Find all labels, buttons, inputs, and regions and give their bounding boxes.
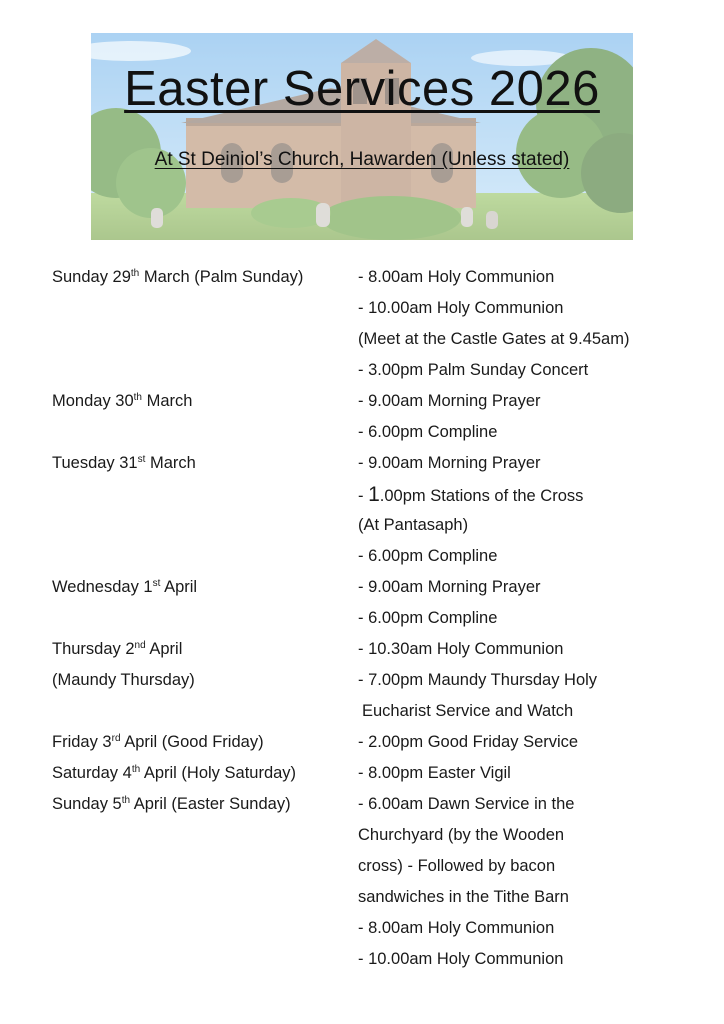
service-text: - 2.00pm Good Friday Service bbox=[358, 733, 579, 751]
service-text: - 8.00am Holy Communion bbox=[358, 268, 555, 286]
service-text: (At Pantasaph) bbox=[358, 516, 469, 534]
schedule-row bbox=[0, 851, 724, 882]
schedule-row bbox=[0, 634, 724, 665]
service-text: - 6.00pm Compline bbox=[358, 609, 498, 627]
schedule-row bbox=[0, 944, 724, 975]
day-label: Thursday 2nd April bbox=[52, 640, 183, 658]
service-text: - 9.00am Morning Prayer bbox=[358, 392, 541, 410]
service-text: sandwiches in the Tithe Barn bbox=[358, 888, 569, 906]
day-label: Sunday 29th March (Palm Sunday) bbox=[52, 268, 304, 286]
service-text: - 3.00pm Palm Sunday Concert bbox=[358, 361, 589, 379]
schedule-row bbox=[0, 758, 724, 789]
schedule-row bbox=[0, 262, 724, 293]
schedule-row bbox=[0, 386, 724, 417]
schedule-row bbox=[0, 820, 724, 851]
schedule-row bbox=[0, 789, 724, 820]
schedule-row bbox=[0, 882, 724, 913]
service-text: - 6.00am Dawn Service in the bbox=[358, 795, 575, 813]
service-text: - 1.00pm Stations of the Cross bbox=[358, 483, 584, 506]
schedule-row bbox=[0, 696, 724, 727]
header-banner bbox=[91, 33, 633, 240]
service-text: - 10.00am Holy Communion bbox=[358, 299, 564, 317]
schedule-row bbox=[0, 665, 724, 696]
services-schedule bbox=[0, 262, 724, 975]
schedule-row bbox=[0, 324, 724, 355]
schedule-row bbox=[0, 727, 724, 758]
day-label: Wednesday 1st April bbox=[52, 578, 198, 596]
schedule-row bbox=[0, 355, 724, 386]
schedule-row bbox=[0, 448, 724, 479]
service-text: - 7.00pm Maundy Thursday Holy bbox=[358, 671, 598, 689]
day-label: Saturday 4th April (Holy Saturday) bbox=[52, 764, 297, 782]
day-label: Friday 3rd April (Good Friday) bbox=[52, 733, 264, 751]
service-text: - 6.00pm Compline bbox=[358, 547, 498, 565]
day-label: Sunday 5th April (Easter Sunday) bbox=[52, 795, 291, 813]
service-text: Eucharist Service and Watch bbox=[362, 702, 574, 720]
page-subtitle: At St Deiniol’s Church, Hawarden (Unless stated) bbox=[154, 149, 570, 170]
service-text: - 8.00am Holy Communion bbox=[358, 919, 555, 937]
service-text: - 9.00am Morning Prayer bbox=[358, 578, 541, 596]
service-text: - 9.00am Morning Prayer bbox=[358, 454, 541, 472]
schedule-row bbox=[0, 417, 724, 448]
day-label: Monday 30th March bbox=[52, 392, 193, 410]
service-text: Churchyard (by the Wooden bbox=[358, 826, 565, 844]
service-text: - 6.00pm Compline bbox=[358, 423, 498, 441]
page-title: Easter Services 2026 bbox=[124, 62, 600, 116]
service-text: (Meet at the Castle Gates at 9.45am) bbox=[358, 330, 630, 348]
schedule-row bbox=[0, 293, 724, 324]
schedule-row bbox=[0, 603, 724, 634]
service-text: - 10.00am Holy Communion bbox=[358, 950, 564, 968]
service-text: - 8.00pm Easter Vigil bbox=[358, 764, 511, 782]
service-text: - 10.30am Holy Communion bbox=[358, 640, 564, 658]
schedule-row bbox=[0, 510, 724, 541]
schedule-row bbox=[0, 479, 724, 510]
day-label: Tuesday 31st March bbox=[52, 454, 196, 472]
service-text: cross) - Followed by bacon bbox=[358, 857, 556, 875]
day-label: (Maundy Thursday) bbox=[52, 671, 195, 689]
schedule-row bbox=[0, 913, 724, 944]
schedule-row bbox=[0, 572, 724, 603]
schedule-row bbox=[0, 541, 724, 572]
